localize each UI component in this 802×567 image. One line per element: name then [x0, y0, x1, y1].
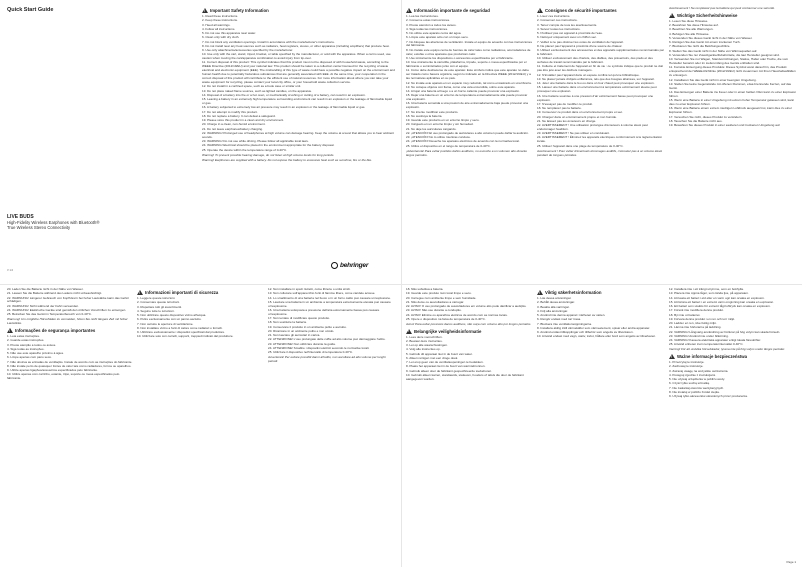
text-column	[268, 288, 395, 564]
safety-item: 21. Lämna inte hörlurarna på laddning.	[669, 325, 722, 330]
safety-item: 21. Ne laissez pas les écouteurs en charge.	[537, 118, 597, 123]
safety-item: 24. AVISO! Elimine os aparelhos elétricos de acordo com as normas locais.	[406, 312, 508, 317]
safety-list-de-cont	[7, 288, 133, 317]
text-column	[537, 288, 665, 564]
safety-note: Avertissement ! Ne remplacez pas la batterie qui peut contourner une sécurité.	[669, 6, 775, 10]
warning-icon	[669, 13, 675, 18]
safety-item: 16. Una batteria sottoposta a pressione dell'aria estremamente bassa può causare un'esplosione.	[268, 307, 380, 316]
safety-item: 16. Une batterie soumise à une pression d'air extrêmement basse peut provoquer une explosion.	[537, 93, 654, 102]
safety-item: 5. Non utilizzare questo dispositivo vicino all'acqua.	[137, 313, 207, 317]
safety-item: 21. No deje los auriculares cargando.	[406, 126, 457, 131]
safety-item: 2. Behåll dessa anvisningar.	[537, 300, 575, 305]
safety-item: 4. Befolgen Sie alle Hinweise.	[669, 31, 710, 36]
warning-icon	[7, 328, 13, 333]
safety-item: 10. Use only with the cart, stand, tripod, bracket, or table specified by the manufacturer, or sold with the apparatus. When a cart is used, use caution when moving the cart/apparatus combination to avoid injury from tip-over.	[202, 52, 391, 61]
brand-logo-icon	[331, 262, 338, 269]
safety-item: 4. Siga todas las instrucciones.	[406, 26, 449, 31]
safety-item: 5. No utilice este aparato cerca del agua.	[406, 31, 462, 35]
safety-item: 5. Använd inte denna apparat i närheten av vatten.	[537, 313, 606, 317]
safety-item: 4. Postępuj zgodnie z instrukcjami.	[669, 372, 716, 377]
safety-list-pt	[7, 335, 133, 381]
warning-icon	[537, 8, 543, 13]
safety-item: 23. WARNUNG! Nicht während der Fahrt verwenden.	[7, 303, 80, 308]
safety-heading-en: ! Important Safety Information	[202, 8, 395, 13]
safety-list-pt-cont	[406, 288, 533, 322]
safety-item: 17. Non tentare di modificare questo prodotto.	[268, 316, 330, 321]
warning-icon	[406, 8, 412, 13]
safety-item: 24. ATTENZIONE! Smaltire i dispositivi elettrici secondo le normative locali.	[268, 345, 370, 350]
safety-item: 13. Stellen Sie keine Gegenstände mit offenen Flammen, etwa brennende Kerzen, auf das Gerät.	[669, 81, 792, 90]
safety-item: 10. Använd endast med vagn, stativ, trefot, hållare eller bord som angetts av tillverkaren.	[537, 334, 657, 339]
safety-item: 25. Operate the device within the temperature range of 0-40°C.	[202, 147, 288, 152]
safety-item: 18. No sustituya la batería.	[406, 113, 443, 118]
safety-item: 12. N'installez pas l'appareil dans un espace confiné tel qu'une bibliothèque.	[537, 72, 640, 77]
safety-item: 5. N'utilisez pas cet appareil à proximité de l'eau.	[537, 31, 603, 35]
safety-heading-it: ! Informazioni importanti di sicurezza	[137, 290, 263, 295]
safety-item: 1. Przeczytaj te instrukcje.	[669, 360, 705, 365]
safety-item: 20. Charge in a clean, non-humid environment.	[202, 122, 266, 127]
translations-panel-top	[401, 0, 802, 283]
safety-item: 19. Guarde este produto num local limpo e seco.	[406, 291, 472, 296]
safety-note: ¡Advertencia! Para evitar posibles daños auditivos, no escuche a un volumen alto durante largos periodos.	[406, 148, 527, 157]
safety-item: 15. Dejar una batería en un entorno de temperatura extremadamente alta puede provocar una explosión.	[406, 93, 528, 102]
safety-item: 2. Conserve estas instrucciones.	[406, 18, 451, 23]
safety-item: 8. Ne placez pas l'appareil à proximité d'une source de chaleur.	[537, 43, 623, 48]
safety-item: 23. AVERTISSEMENT ! Ne pas utiliser en conduisant.	[537, 131, 610, 136]
safety-item: 14. Das Entsorgen einer Batterie ins Feuer oder in einen heißen Ofen kann zu einer Explosion führen.	[669, 90, 797, 98]
safety-heading-pl: ! Ważne informacje bezpieczeństwa	[669, 354, 797, 359]
text-column	[7, 288, 133, 564]
safety-item: 21. Não deixe os auscultadores a carregar.	[406, 299, 465, 304]
safety-item: 24. ¡ATENCIÓN! Deseche los aparatos eléctricos de acuerdo con la normativa local.	[406, 139, 520, 144]
safety-item: 2. Zachowaj te instrukcje.	[669, 364, 704, 369]
safety-item: 3. Tenez compte de tous les avertissements.	[537, 22, 598, 27]
safety-item: 14. Disposal of a battery into fire or a hot oven, or mechanically crushing or cutting of a battery, can result in an explosion.	[202, 92, 366, 97]
safety-item: 23. AVISO! Não use durante a condução.	[406, 308, 462, 313]
safety-item: 19. Guarde este producto en un entorno limpio y seco.	[406, 118, 480, 123]
safety-item: 6. Rengör endast med torr trasa.	[537, 317, 582, 322]
safety-item: 7. No bloquee las aberturas de ventilación. Instale el equipo de acuerdo con las instrucciones del fabricante.	[406, 39, 533, 48]
safety-item: 10. Use únicamente la carretilla, plataforma, trípode, soporte o mesa especificados por el fabricante o suministrados junto con el equipo.	[406, 60, 527, 69]
safety-item: 12. Installera inte i ett trångt utrymme, som en bokhylla.	[669, 288, 744, 291]
safety-note: Varning! För att undvika hörselskador, lyssna inte på hög volym under längre perioder.	[669, 347, 786, 352]
text-column	[137, 288, 263, 564]
safety-item: 5. Verwenden Sie dieses Gerät nicht in der Nähe von Wasser.	[669, 35, 753, 40]
safety-item: 15. Laisser une batterie dans un environnement à température extrêmement élevée peut provoquer une explosion.	[537, 85, 657, 94]
safety-item: 12. Non installare in spazi ristretti, come librerie o unità simili.	[268, 288, 351, 291]
safety-item: 14. Lo smaltimento di una batteria nel fuoco o in un forno caldo può causare un'esplosione.	[268, 295, 391, 300]
safety-item: 6. Clean only with dry cloth.	[202, 35, 240, 40]
safety-item: 1. Leia estas instruções.	[7, 334, 40, 339]
safety-item: 19. Förvara denna produkt i en ren och torr miljö.	[669, 316, 736, 321]
safety-list-it	[137, 297, 263, 339]
warning-icon	[669, 354, 675, 359]
safety-item: 12. Do not install in a confined space, such as a book case or similar unit.	[202, 84, 302, 89]
safety-item: 17. Försök inte modifiera denna produkt.	[669, 308, 724, 313]
safety-list-sv	[537, 297, 665, 339]
safety-item: 6. Nettoyez uniquement avec un chiffon sec.	[537, 35, 597, 40]
safety-item: 22. WARNING! Prolonged use of headphones at high volume can damage hearing. Keep the volume at a level that allows you to hear ambient sounds.	[202, 130, 394, 139]
safety-item: 3. Let op alle waarschuwingen.	[406, 343, 448, 348]
warning-icon	[137, 290, 143, 295]
safety-item: 20. Ladda i en ren, icke fuktig miljö.	[669, 321, 717, 325]
safety-item: 6. Alleen reinigen met een droge doek.	[406, 355, 459, 360]
safety-column-en	[202, 6, 395, 280]
safety-item: 20. Chargez dans un environnement propre et non humide.	[537, 114, 617, 119]
safety-item: 21. Lassen Sie die Batterie während des Ladens nicht unbeaufsichtigt.	[7, 291, 103, 296]
safety-item: 25. Betreiben Sie das Gerät im Temperaturbereich von 0-40°C.	[7, 312, 92, 317]
safety-item: 9. Verwenden Sie nur Zusatzgeräte/Zubehörteile, die laut Hersteller geeignet sind.	[669, 52, 780, 57]
safety-item: 10. Utilizzare solo con carrelli, supporti, treppiedi indicati dal produttore.	[137, 334, 234, 339]
safety-item: 16. Una batería sometida a una presión de aire extremadamente baja puede provocar una explosión.	[406, 101, 528, 110]
safety-item: 14. Att kasta ett batteri i eld eller en varm ugn kan orsaka en explosion.	[669, 295, 765, 300]
safety-item: 14. Jeter une batterie dans le feu ou dans un four chaud peut provoquer une explosion.	[537, 81, 655, 86]
safety-item: 4. Follow all instructions.	[202, 26, 236, 31]
safety-note: Aviso! Para evitar possíveis danos auditivos, não ouça com volume alto por longos períodos.	[406, 321, 532, 326]
text-column	[406, 6, 533, 280]
safety-item: 20. Ricaricare in un ambiente pulito e non umido.	[268, 328, 335, 333]
safety-item: 7. Blockera inte ventilationsöppningarna.	[537, 321, 592, 326]
safety-list-en	[202, 15, 395, 153]
safety-item: 7. Nie zasłaniaj otworów wentylacyjnych.	[669, 385, 725, 390]
safety-item: 10. Gebruik alleen karren, standaards, statieven, houders of tafels die door de fabrikant aangegeven worden.	[406, 372, 524, 381]
safety-item: 10. Utilisez exclusivement des chariots, des diables, des présentoirs, des pieds et des surfaces de travail recommandés par le fabricant.	[537, 56, 653, 65]
safety-item: 22. VARNING! Långvarig användning av hörlurar på hög volym kan skada hörseln.	[669, 329, 781, 334]
translations-panel-bottom	[401, 284, 802, 567]
safety-item: 11. Cómo debe deshacerse de este aparato: Este símbolo indica que este aparato no debe ser tratado como basura orgánica, según lo indicado en la Directiva WEEE (2012/19/EU) y a las normativas aplicables en su país.	[406, 68, 531, 81]
safety-item: 12. Installieren Sie das Gerät nicht in einer beengten Umgebung.	[669, 77, 757, 82]
safety-item: 2. Guarde estas instruções.	[7, 338, 45, 343]
version-label: V 1.0	[7, 269, 14, 272]
safety-item: 22. ¡ATENCIÓN! El uso prolongado de auriculares a alto volumen puede dañar la audición.	[406, 130, 529, 135]
safety-item: 20. Carregue num ambiente limpo e sem humidade.	[406, 295, 477, 300]
text-column	[669, 6, 797, 280]
safety-item: 9. Utilizzare esclusivamente i dispositivi specificati dal produttore.	[137, 330, 226, 334]
safety-item: 8. Nie instaluj w pobliżu źródeł ciepła.	[669, 389, 720, 394]
safety-item: 18. Não substitua a bateria.	[406, 288, 444, 291]
safety-item: 10. Utilize apenas com carrinho, estante, tripé, suporte ou mesa especificados pelo fabricante.	[7, 372, 120, 381]
safety-heading-pt: ! Informações de segurança importantes	[7, 328, 133, 333]
warning-icon	[537, 290, 543, 295]
safety-item: 8. No instale este equipo cerca de fuentes de calor tales como radiadores, acumuladores de calor, estufas u otros aparatos que produzcan calor.	[406, 47, 531, 56]
safety-list-sv-cont	[669, 288, 797, 347]
safety-item: 18. Non sostituire la batteria.	[268, 320, 307, 325]
safety-item: 16. A battery subjected to extremely low air pressure may result in an explosion or the leakage of flammable liquid or gas.	[202, 105, 366, 110]
safety-item: 11. Korrekte Entsorgung dieses Produkts: Dieses Symbol weist darauf hin, das Produkt entsprechend der WEEE-Richtlinie (2012/19/EU) nicht zusammen mit Ihren Haushaltsabfällen zu entsorgen.	[669, 65, 796, 78]
safety-item: 24. WARNING! Electrical should be placed in the environment appropriate for the battery disposal.	[202, 143, 335, 148]
safety-item: 25. Använd enheten inom temperaturintervallet 0-40°C.	[669, 342, 744, 347]
safety-list-de	[669, 20, 797, 128]
safety-list-it-cont	[268, 288, 395, 355]
safety-item: 3. Beachten Sie alle Warnungen.	[669, 27, 714, 32]
safety-item: 3. Preste atenção a todos os avisos.	[7, 342, 57, 347]
safety-heading-fr: ! Consignes de sécurité importantes	[537, 8, 665, 13]
safety-item: 3. Preste atención a todos los avisos.	[406, 22, 457, 27]
safety-item: 6. Limpe apenas com pano seco.	[7, 355, 52, 360]
safety-item: 5. Gebruik dit apparaat niet in de buurt van water.	[406, 351, 473, 356]
safety-item: 7. Non ostruire le aperture di ventilazione.	[137, 321, 194, 326]
fold-divider	[0, 284, 802, 285]
safety-item: 16. Ett batteri som utsätts för extremt lågt lufttryck kan orsaka en explosion.	[669, 304, 771, 308]
safety-item: 17. No intente modificar este producto.	[406, 109, 459, 114]
safety-item: 1. Läs dessa anvisningar.	[537, 296, 572, 300]
safety-item: 3. Rispettare tutti gli avvertimenti.	[137, 304, 183, 309]
safety-note: Warnung! Um mögliche Hörschäden zu vermeiden, hören Sie nicht längere Zeit mit hoher Lautstärke.	[7, 317, 128, 326]
safety-item: 4. Seguire tutte le istruzioni.	[137, 308, 175, 313]
safety-item: 2. Conservez ces instructions.	[537, 18, 578, 23]
safety-item: 17. Do not attempt to modify this product.	[202, 109, 258, 114]
safety-item: 23. WARNING! Do not use while driving. Please follow all applicable local laws.	[202, 139, 309, 144]
safety-item: 8. Non installare vicino a fonti di calore come radiatori o fornelli.	[137, 325, 223, 330]
safety-item: 3. Heed all warnings.	[202, 22, 231, 27]
safety-item: 22. AVISO! O uso prolongado de auscultadores em volume alto pode danificar a audição.	[406, 304, 527, 308]
safety-item: 18. Tauschen Sie die Batterie nicht aus.	[669, 118, 723, 123]
page-number: Page 1	[786, 560, 796, 564]
safety-item: 15. Lasciare una batteria in un ambiente a temperatura estremamente elevata può causare un'esplosione.	[268, 299, 391, 308]
safety-item: 7. Não obstrua as entradas de ventilação. Instale de acordo com as instruções do fabricante.	[7, 359, 133, 364]
safety-item: 11. Collecte et traitement de l'appareil en fin de vie : ce symbole indique que le produit ne doit pas être jeté avec les déchets ménagers.	[537, 64, 664, 73]
safety-heading-nl: ! Belangrijke veiligheidsinformatie	[406, 329, 533, 334]
safety-item: 2. Bewaar deze instructies.	[406, 338, 443, 343]
safety-item: 14. Arrojar una batería al fuego o a un horno caliente puede provocar una explosión.	[406, 89, 520, 94]
safety-note: Warning! Earphones are supplied with a battery. Do not expose the battery to excessive heat such as sunshine, fire or the like.	[202, 157, 373, 162]
safety-item: 17. N'essayez pas de modifier ce produit.	[537, 101, 593, 106]
safety-item: 8. Stellen Sie das Gerät nicht in der Nähe von Wärmequellen auf.	[669, 48, 758, 53]
safety-item: 16. Wenn eine Batterie einem extrem niedrigen Luftdruck ausgesetzt ist, kann dies zu einer Explosion führen.	[669, 106, 792, 115]
safety-item: 19. Please store this product in a clean and dry environment.	[202, 118, 284, 123]
text-column	[669, 288, 797, 554]
safety-item: 4. Suivez toutes les instructions.	[537, 26, 581, 31]
safety-item: 3. Zwracaj uwagę na wszystkie ostrzeżenia.	[669, 368, 729, 373]
safety-item: 9. Använd endast tillkopplingar och tillbehör som angetts av tillverkaren.	[537, 330, 634, 334]
safety-item: 15. Leaving a battery in an extremely high temperature surrounding environment can result in an explosion or the leakage of flammable liquid or gas.	[202, 97, 393, 106]
safety-item: 6. Czyść tylko suchą szmatką.	[669, 381, 710, 386]
safety-item: 9. Używaj tylko akcesoriów określonych przez producenta.	[669, 394, 748, 399]
safety-item: 19. Conservez ce produit dans un environnement propre et sec.	[537, 110, 624, 115]
warning-icon	[202, 8, 208, 13]
safety-item: 13. No coloque objetos con llama, como una vela encendida, sobre este aparato.	[406, 84, 516, 89]
safety-heading-sv: ! Viktig säkerhetsinformation	[537, 290, 665, 295]
safety-item: 17. Versuchen Sie nicht, dieses Produkt zu verändern.	[669, 114, 743, 119]
warning-icon	[406, 329, 412, 334]
safety-item: 7. Do not block any ventilation openings. Install in accordance with the manufacturer's instructions.	[202, 39, 335, 44]
translations-panel-left	[0, 284, 401, 567]
safety-item: 8. Installera aldrig intill värmekällor som värmeelement, spisar eller andra apparater.	[537, 325, 651, 330]
safety-item: 1. Lisez ces instructions.	[537, 14, 571, 18]
safety-item: 7. Blockieren Sie nicht die Belüftungsschlitze.	[669, 44, 731, 49]
safety-item: 15. Att lämna ett batteri i en extremt varm omgivning kan orsaka en explosion.	[669, 299, 775, 304]
safety-list-pl	[669, 361, 797, 399]
safety-item: 23. ¡ATENCIÓN! No lo utilice mientras conduce.	[406, 135, 471, 140]
safety-item: 2. Conservare queste istruzioni.	[137, 300, 180, 305]
safety-item: 2. Keep these instructions.	[202, 18, 238, 23]
safety-item: 13. Ne placez jamais d'objets enflammés, tels que des bougies allumées, sur l'appareil.	[537, 76, 655, 81]
safety-item: 1. Lees deze voorschriften.	[406, 334, 443, 339]
safety-item: 25. Utilice el dispositivo en el rango de temperatura de 0-40°C.	[406, 143, 491, 148]
safety-item: 7. Let erop geen van de ventilatieopeningen te bedekken.	[406, 360, 484, 365]
safety-item: 24. WARNUNG! Elektrische Geräte sind gemäß den örtlichen Vorschriften zu entsorgen.	[7, 307, 127, 312]
text-column	[537, 6, 665, 280]
safety-item: 22. AVERTISSEMENT ! Une utilisation prolongée d'écouteurs à volume élevé peut endommager l'audition.	[537, 123, 649, 131]
safety-list-es	[406, 15, 533, 149]
safety-item: 11. Correct disposal of this product: This symbol indicates that this product must not be disposed of with household waste, according to the WEEE Directive (2012/19/EU) and your national law. This product should be taken to a collection center licensed for the recycling of waste electrical and electronic equipment (EEE). The mishandling of this type of waste could have a possible negative impact on the environment and human health due to potentially hazardous substances that are generally associated with EEE. At the same time, your cooperation in the correct disposal of this product will contribute to the efficient use of natural resources. For more information about where you can take your waste equipment for recycling, please contact your local city office, or your household waste collection service.	[202, 60, 395, 85]
safety-item: 10. Verwenden Sie nur Wagen, Standvorrichtungen, Stative, Halter oder Tische, die vom Hersteller benannt oder im Lieferumfang des Geräts enthalten sind.	[669, 57, 789, 66]
safety-item: 19. Conservare il prodotto in un ambiente pulito e asciutto.	[268, 324, 347, 329]
safety-note: Avvertenza! Per evitare possibili danni all'udito, non ascoltare ad alto volume per lunghi periodi.	[268, 355, 386, 364]
safety-item: 22. ATTENZIONE! L'uso prolungato delle cuffie ad alto volume può danneggiare l'udito.	[268, 337, 386, 342]
cover-panel	[0, 0, 401, 283]
safety-heading-de: ! Wichtige Sicherheitshinweise	[669, 13, 797, 18]
safety-item: 6. Limpie este aparato sólo con un trapo seco.	[406, 35, 469, 40]
safety-item: 9. Gebruik alleen door de fabrikant gespecificeerde toebehoren.	[406, 368, 493, 373]
safety-item: 2. Bewahren Sie diese Hinweise auf.	[669, 23, 719, 28]
safety-item: 5. Do not use this apparatus near water.	[202, 31, 257, 35]
safety-item: 22. WARNUNG! Längerer Gebrauch von Kopfhörern bei hoher Lautstärke kann das Gehör schädigen.	[7, 295, 129, 304]
safety-item: 8. Do not install near any heat sources such as radiators, heat registers, stoves, or other apparatus (including amplifiers) that produce heat.	[202, 43, 390, 48]
safety-item: 24. VARNING! Kassera elektriska apparater enligt lokala föreskrifter.	[669, 338, 762, 342]
safety-item: 6. Pulire esclusivamente con un panno asciutto.	[137, 317, 202, 322]
safety-item: 25. Utilisez l'appareil dans une plage de température de 0-40°C.	[537, 143, 624, 148]
safety-item: 6. Reinigen Sie das Gerät mit einem trockenen Tuch.	[669, 40, 741, 45]
safety-item: 9. Utilize apenas ligações/acessórios especificados pelo fabricante.	[7, 368, 98, 373]
text-column	[406, 288, 533, 564]
safety-item: 25. Opere o dispositivo na faixa de temperatura de 0-40°C.	[406, 316, 486, 321]
safety-item: 4. Volg alle instructies op.	[406, 347, 441, 352]
safety-item: 4. Siga todas as instruções.	[7, 346, 45, 351]
product-subtitle: High-Fidelity Wireless Earphones with Bluetooth®	[7, 220, 100, 225]
safety-item: 13. Do not place naked flame sources, such as lighted candles, on the apparatus.	[202, 88, 312, 93]
safety-item: 1. Lea las instrucciones.	[406, 14, 439, 18]
safety-item: 19. Bewahren Sie dieses Produkt in einer sauberen und trockenen Umgebung auf.	[669, 123, 781, 128]
safety-item: 8. Plaats het apparaat niet in de buurt van warmtebronnen.	[406, 364, 486, 369]
brand-logo: behringer	[340, 262, 369, 269]
safety-item: 13. Placera inte öppna lågor, som tända ljus, på apparaten.	[669, 291, 749, 296]
safety-item: 5. Não use este aparelho próximo à água.	[7, 351, 64, 356]
safety-item: 18. Do not replace a battery. It can defeat a safeguard.	[202, 113, 276, 118]
safety-item: 1. Read these instructions.	[202, 14, 239, 18]
safety-item: 18. Ne remplacez pas la batterie.	[537, 106, 582, 111]
safety-item: 13. Non collocare sull'apparecchio fonti di fiamme libere, come candele accese.	[268, 291, 376, 296]
product-block	[7, 214, 127, 230]
safety-item: 25. Utilizzare il dispositivo nell'intervallo di temperatura 0-40°C.	[268, 350, 353, 355]
safety-item: 9. Utilisez exclusivement des accessoires et des appareils supplémentaires recommandés par le fabricant.	[537, 48, 665, 56]
safety-item: 24. AVERTISSEMENT ! Éliminez les appareils électriques conformément à la réglementation locale.	[537, 135, 662, 144]
safety-note: Avertissement ! Pour éviter d'éventuels dommages auditifs, n'écoutez pas à un volume élevé pendant de longues périodes.	[537, 148, 663, 157]
safety-item: 4. Följ alla anvisningar.	[537, 308, 568, 313]
safety-item: 15. Wenn eine Batterie in einer Umgebung mit extrem hoher Temperatur gelassen wird, kann dies zu einer Explosion führen.	[669, 98, 795, 107]
safety-heading-es: ! Información importante de seguridad	[406, 8, 533, 13]
safety-item: 5. Nie używaj urządzenia w pobliżu wody.	[669, 377, 725, 382]
safety-item: 23. ATTENZIONE! Non utilizzare durante la guida.	[268, 341, 336, 346]
product-subtitle: True Wireless Stereo Connectivity	[7, 225, 71, 231]
safety-item: 1. Lesen Sie diese Hinweise.	[669, 18, 709, 23]
safety-item: 21. Do not leave earphones/battery charging.	[202, 126, 263, 131]
safety-item: 3. Beakta alla varningar.	[537, 304, 570, 309]
safety-item: 9. Use únicamente los dispositivos o accesorios especificados por el fabricante.	[406, 55, 514, 60]
safety-item: 7. Veillez à ne pas obstruer les ouïes de ventilation de l'appareil.	[537, 39, 624, 44]
guide-title: Quick Start Guide	[7, 7, 54, 13]
safety-item: 9. Use only attachments/accessories specified by the manufacturer.	[202, 48, 294, 52]
safety-item: 20. Cárguelo en un entorno limpio y sin humedad.	[406, 122, 474, 127]
safety-item: 23. VARNING! Använd inte under bilkörning.	[669, 333, 729, 338]
safety-list-fr	[537, 15, 665, 149]
safety-item: 18. Byt inte ut batteriet.	[669, 312, 701, 317]
safety-list-nl	[406, 336, 533, 382]
safety-item: 21. Non lasciare gli auricolari in carica.	[268, 333, 321, 338]
safety-item: 8. Não instale perto de quaisquer fontes de calor tais como radiadores, fornos ou aparelhos.	[7, 363, 132, 368]
product-name: LIVE BUDS	[7, 214, 34, 220]
safety-item: 12. No instale este aparato en un espacio muy reducido, tal como encastrado en una librería.	[406, 80, 532, 85]
safety-item: 20. Laden Sie die Batterie nicht in der Nähe von Wasser.	[7, 288, 84, 291]
safety-note: Warning! To prevent possible hearing damage, do not listen at high volume levels for long periods.	[202, 152, 335, 157]
safety-item: 1. Leggere queste istruzioni.	[137, 296, 176, 300]
